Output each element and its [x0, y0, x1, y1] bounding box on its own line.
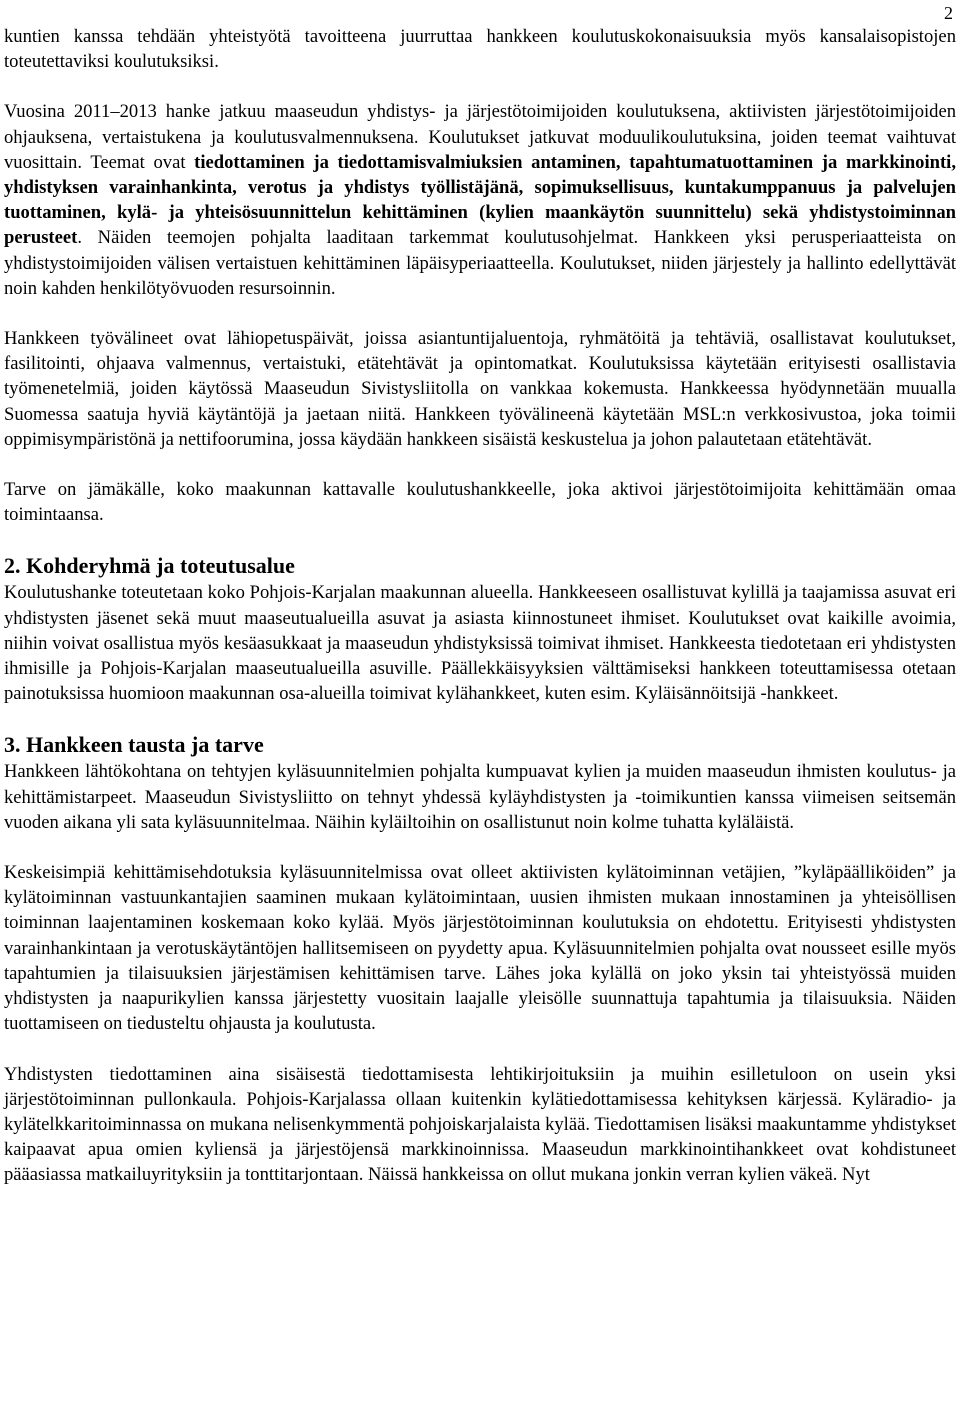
intro-paragraph: kuntien kanssa tehdään yhteistyötä tavoitteena juurruttaa hankkeen koulutuskokonaisuuksia myös kansalaisopistojen toteutettaviksi koulutuksiksi.	[4, 26, 956, 73]
section-3-heading: 3. Hankkeen tausta ja tarve	[4, 732, 264, 758]
paragraph-modules-tail: . Näiden teemojen pohjalta laaditaan tarkemmat koulutusohjelmat. Hankkeen yksi perusperiaatteista on yhdistystoimijoiden välisen vertaistuen kehittäminen läpäisyperiaatteella. Koulutukset, niiden järjestely ja hallinto edellyttävät noin kahden henkilötyövuoden resursoinnin.	[4, 227, 956, 299]
document-body	[4, 24, 956, 1213]
section-3-paragraph-3: Yhdistysten tiedottaminen aina sisäisestä tiedottamisesta lehtikirjoituksiin ja muihin esilletuloon on usein yksi järjestötoiminnan pullonkaula. Pohjois-Karjalassa ollaan kuitenkin kylätiedottamisessa kehityksen kärjessä. Kyläradio- ja kylätelkkaritoiminnassa on mukana nelisenkymmentä pohjoiskarjalaista kylää. Tiedottamisen lisäksi maakuntamme yhdistykset kaipaavat apua omien kyliensä ja järjestöjensä markkinoinnissa. Maaseudun markkinointihankkeet ovat kohdistuneet pääasiassa matkailuyrityksiin ja tonttitarjontaan. Näissä hankkeissa on ollut mukana jonkin verran kylien väkeä. Nyt	[4, 1063, 956, 1186]
section-3-paragraph-2: Keskeisimpiä kehittämisehdotuksia kyläsuunnitelmissa ovat olleet aktiivisten kylätoiminnan vetäjien, ”kyläpäälliköiden” ja kylätoiminnan vastuunkantajien saaminen mukaan kylätoimintaan, uusien ihmisten mukaan innostaminen ja yhteisöllisen toiminnan laajentaminen koskemaan koko kylää. Myös järjestötoiminnan koulutuksia on ehdotettu. Erityisesti yhdistysten varainhankintaan ja verotuskäytäntöjen hallitsemiseen on pyydetty apua. Kyläsuunnitelmien pohjalta ovat nousseet esille myös tapahtumien ja tilaisuuksien järjestämisen kehittämisen tarve. Lähes joka kylällä on joko yksin tai yhteistyössä muiden yhdistysten ja naapurikylien kanssa järjestetty vuositain laajalle yleisölle suunnattuja tapahtumia ja tilaisuuksia. Näiden tuottamiseen on tiedusteltu ohjausta ja koulutusta.	[4, 862, 956, 1035]
paragraph-modules-themes: tiedottaminen ja tiedottamisvalmiuksien antaminen, tapahtumatuottaminen ja markkinointi, yhdistyksen varainhankinta, verotus ja yhdistys työllistäjänä, sopimuksellisuus, kuntakumppanuus ja palvelujen tuottaminen, kylä- ja yhteisösuunnittelun kehittäminen (kylien maankäytön suunnittelu) sekä yhdistystoiminnan perusteet	[4, 151, 956, 249]
section-2-heading: 2. Kohderyhmä ja toteutusalue	[4, 553, 295, 579]
page-number: 2	[944, 3, 953, 23]
section-3-text: Hankkeen lähtökohtana on tehtyjen kyläsuunnitelmien pohjalta kumpuavat kylien ja muiden maaseudun ihmisten koulutus- ja kehittämistarpeet. Maaseudun Sivistysliitto on tehnyt yhdessä kyläyhdistysten ja -toimikuntien kanssa viimeisen seitsemän vuoden aikana yli sata kyläsuunnitelmaa. Näihin kyläiltoihin on osallistunut noin kolme tuhatta kyläläistä.	[4, 761, 956, 833]
paragraph-modules-lead: Vuosina 2011–2013 hanke jatkuu maaseudun yhdistys- ja järjestötoimijoiden koulutuksena, aktiivisten järjestötoimijoiden ohjauksena, vertaistukena ja koulutusvalmennuksena. Koulutukset jatkuvat moduulikoulutuksina, joiden teemat vaihtuvat vuosittain. Teemat ovat	[4, 101, 956, 173]
paragraph-modules	[4, 99, 956, 301]
section-2-text: Koulutushanke toteutetaan koko Pohjois-Karjalan maakunnan alueella. Hankkeeseen osallistuvat kylillä ja taajamissa asuvat eri yhdistysten jäsenet sekä muut maaseutualueilla asuvat ja asiasta kiinnostuneet ihmiset. Koulutukset ovat kaikille avoimia, niihin voivat osallistua myös kesäasukkaat ja maaseudun yhdistyksissä toimivat ihmiset. Hankkeesta tiedotetaan eri yhdistysten ihmisille ja Pohjois-Karjalan maaseutualueilla asuville. Päällekkäisyyksien välttämiseksi hankkeen toteuttamisessa otetaan painotuksissa huomioon maakunnan osa-alueilla toimivat kylähankkeet, kuten esim. Kyläisännöitsijä -hankkeet.	[4, 582, 956, 705]
paragraph-tools: Hankkeen työvälineet ovat lähiopetuspäivät, joissa asiantuntijaluentoja, ryhmätöitä ja tehtäviä, osallistavat koulutukset, fasilitointi, ohjaava valmennus, vertaistuki, etätehtävät ja opintomatkat. Koulutuksissa käytetään erityisesti osallistavia työmenetelmiä, joiden käytössä Maaseudun Sivistysliitolla on vankkaa kokemusta. Hankkeessa hyödynnetään muualla Suomessa saatuja hyviä käytäntöjä ja jaetaan niitä. Hankkeen työvälineenä käytetään MSL:n verkkosivustoa, joka toimii oppimisympäristönä ja nettifoorumina, jossa käydään hankkeen sisäistä keskustelua ja johon palautetaan etätehtävät.	[4, 328, 956, 450]
paragraph-need: Tarve on jämäkälle, koko maakunnan kattavalle koulutushankkeelle, joka aktivoi järjestötoimijoita kehittämään omaa toimintaansa.	[4, 479, 956, 526]
